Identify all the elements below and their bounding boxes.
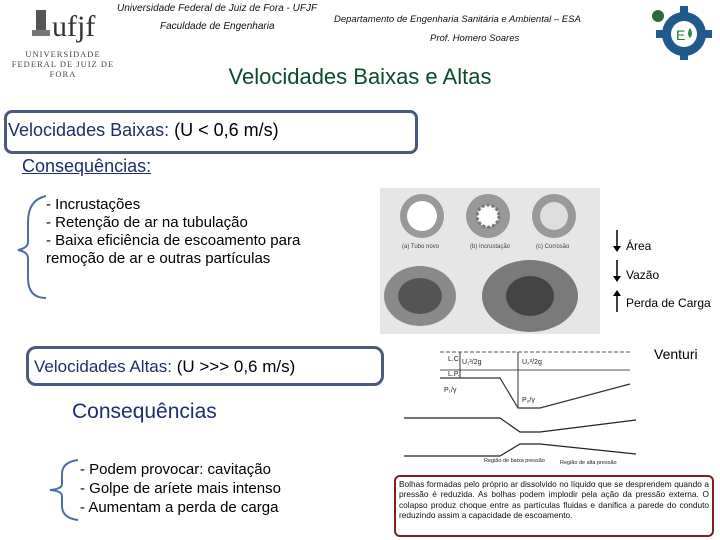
logo-subtitle-1: UNIVERSIDADE xyxy=(25,49,101,59)
ufjf-emblem-icon xyxy=(8,4,118,44)
esa-gear-icon xyxy=(648,4,714,60)
venturi-label: Venturi xyxy=(654,346,698,362)
low-consequences-label: Consequências: xyxy=(22,156,152,176)
high-consequences-list xyxy=(80,460,340,517)
diagram-lc: L.C. xyxy=(448,356,461,363)
page-title: Velocidades Baixas e Altas xyxy=(228,64,492,89)
diagram-low-pressure: Região de baixa pressão xyxy=(484,458,545,464)
list-item: - Golpe de aríete mais intenso xyxy=(80,480,281,497)
low-velocity-heading xyxy=(8,120,279,141)
ufjf-logo xyxy=(8,4,118,79)
university-line: Universidade Federal de Juiz de Fora - UFJF xyxy=(117,3,318,14)
list-item: - Retenção de ar na tubulação xyxy=(46,214,248,231)
list-item: - Aumentam a perda de carga xyxy=(80,499,279,516)
low-velocity-label: Velocidades Baixas: xyxy=(8,120,170,140)
pipe-cross-section-image xyxy=(380,188,600,334)
effect-flow: Vazão xyxy=(626,268,660,282)
department-line: Departamento de Engenharia Sanitária e Ambiental – ESA xyxy=(334,14,581,25)
venturi-diagram xyxy=(400,348,640,466)
list-item: - Baixa eficiência de escoamento para remoção de ar e outras partículas xyxy=(46,232,301,267)
esa-letter: E xyxy=(676,27,686,43)
high-consequences-label: Consequências xyxy=(72,400,217,423)
bracket-icon xyxy=(14,192,50,302)
list-item: - Podem provocar: cavitação xyxy=(80,461,271,478)
high-velocity-value: (U >>> 0,6 m/s) xyxy=(171,357,296,376)
diagram-p2: P₂/γ xyxy=(522,397,535,404)
diagram-u2: U₂²/2g xyxy=(522,359,542,366)
diagram-cavitation: Região de alta pressão xyxy=(560,460,617,466)
low-velocity-value: (U < 0,6 m/s) xyxy=(169,120,279,140)
pipe-incrustation-photo xyxy=(380,188,600,334)
low-consequences-list xyxy=(46,196,316,268)
venturi-tube-image xyxy=(400,348,640,466)
effect-head-loss: Perda de Carga xyxy=(626,296,711,310)
logo-letters: ufjf xyxy=(52,10,96,43)
high-velocity-label: Velocidades Altas: xyxy=(34,357,172,376)
caption-b: (b) Incrustação xyxy=(470,244,511,250)
caption-c: (c) Corrosão xyxy=(536,244,570,250)
bracket-icon xyxy=(46,458,82,522)
diagram-lp: L.P. xyxy=(448,371,460,378)
professor-line: Prof. Homero Soares xyxy=(430,33,520,44)
cavitation-note: Bolhas formadas pelo próprio ar dissolvido no líquido que se desprendem quando a pressão é reduzida. As bolhas podem implodir pela ação da pressão externa. O colapso produz choque entre as partículas fluidas e danifica a parede do conduto reduzindo assim a capacidade de escoamento. xyxy=(394,475,714,537)
diagram-u1: U₁²/2g xyxy=(462,359,482,366)
logo-subtitle-2: FEDERAL DE JUIZ DE FORA xyxy=(11,59,115,79)
caption-a: (a) Tubo novo xyxy=(402,244,440,250)
diagram-p1: P₁/γ xyxy=(444,387,457,394)
high-velocity-heading xyxy=(34,357,295,377)
esa-logo xyxy=(648,4,714,60)
faculty-line: Faculdade de Engenharia xyxy=(160,21,275,32)
effect-arrows-icon xyxy=(610,228,624,318)
list-item: - Incrustações xyxy=(46,196,141,213)
effect-area: Área xyxy=(626,239,652,253)
